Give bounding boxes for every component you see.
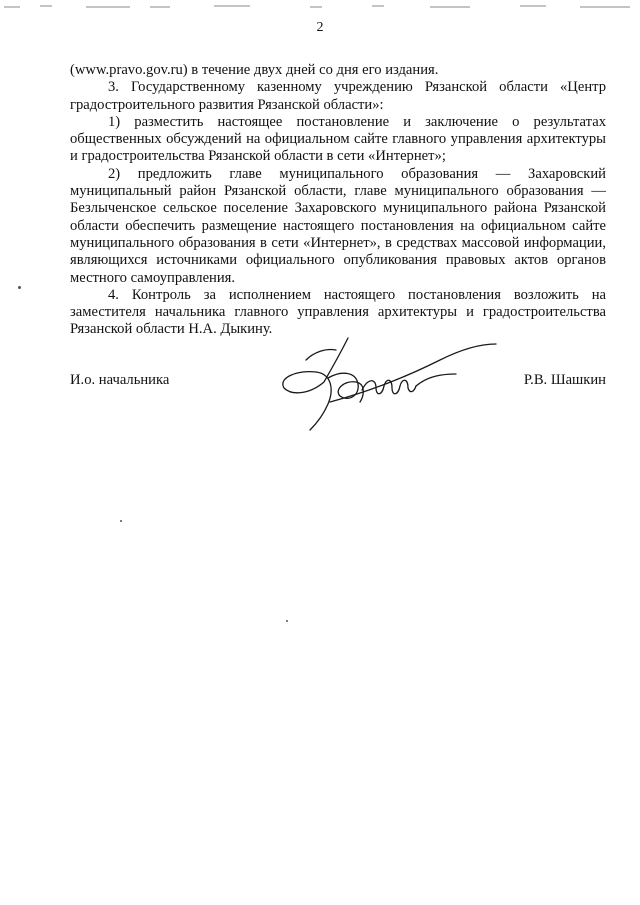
signatory-title: И.о. начальника xyxy=(70,372,170,388)
paragraph-subitem-1: 1) разместить настоящее постановление и заключение о результатах общественных обсуждений на официальном сайте главного управления архитектуры и градостроительства Рязанской области в сети «Интернет»; xyxy=(70,113,606,165)
document-body xyxy=(70,62,606,339)
scan-speck xyxy=(18,286,21,289)
paragraph-continuation: (www.pravo.gov.ru) в течение двух дней со дня его издания. xyxy=(70,62,439,78)
page-number: 2 xyxy=(316,20,324,35)
scan-speck xyxy=(120,520,122,522)
paragraph-item-3: 3. Государственному казенному учреждению Рязанской области «Центр градостроительного развития Рязанской области»: xyxy=(70,79,606,113)
scan-edge-marks xyxy=(0,0,640,14)
handwritten-signature xyxy=(270,330,500,440)
paragraph-item-4: 4. Контроль за исполнением настоящего постановления возложить на заместителя начальника главного управления архитектуры и градостроительства Рязанской области Н.А. Дыкину. xyxy=(70,286,606,338)
scan-speck xyxy=(286,620,288,622)
paragraph-subitem-2: 2) предложить главе муниципального образования — Захаровский муниципальный район Рязанской области, главе муниципального образования — Безлыченское сельское поселение Захаровского муниципального района Рязанской области обеспечить размещение настоящего постановления на официальном сайте муниципального образования в сети «Интернет», в средствах массовой информации, являющихся источниками официального опубликования правовых актов органов местного самоуправления. xyxy=(70,165,606,286)
signatory-name: Р.В. Шашкин xyxy=(523,372,606,388)
